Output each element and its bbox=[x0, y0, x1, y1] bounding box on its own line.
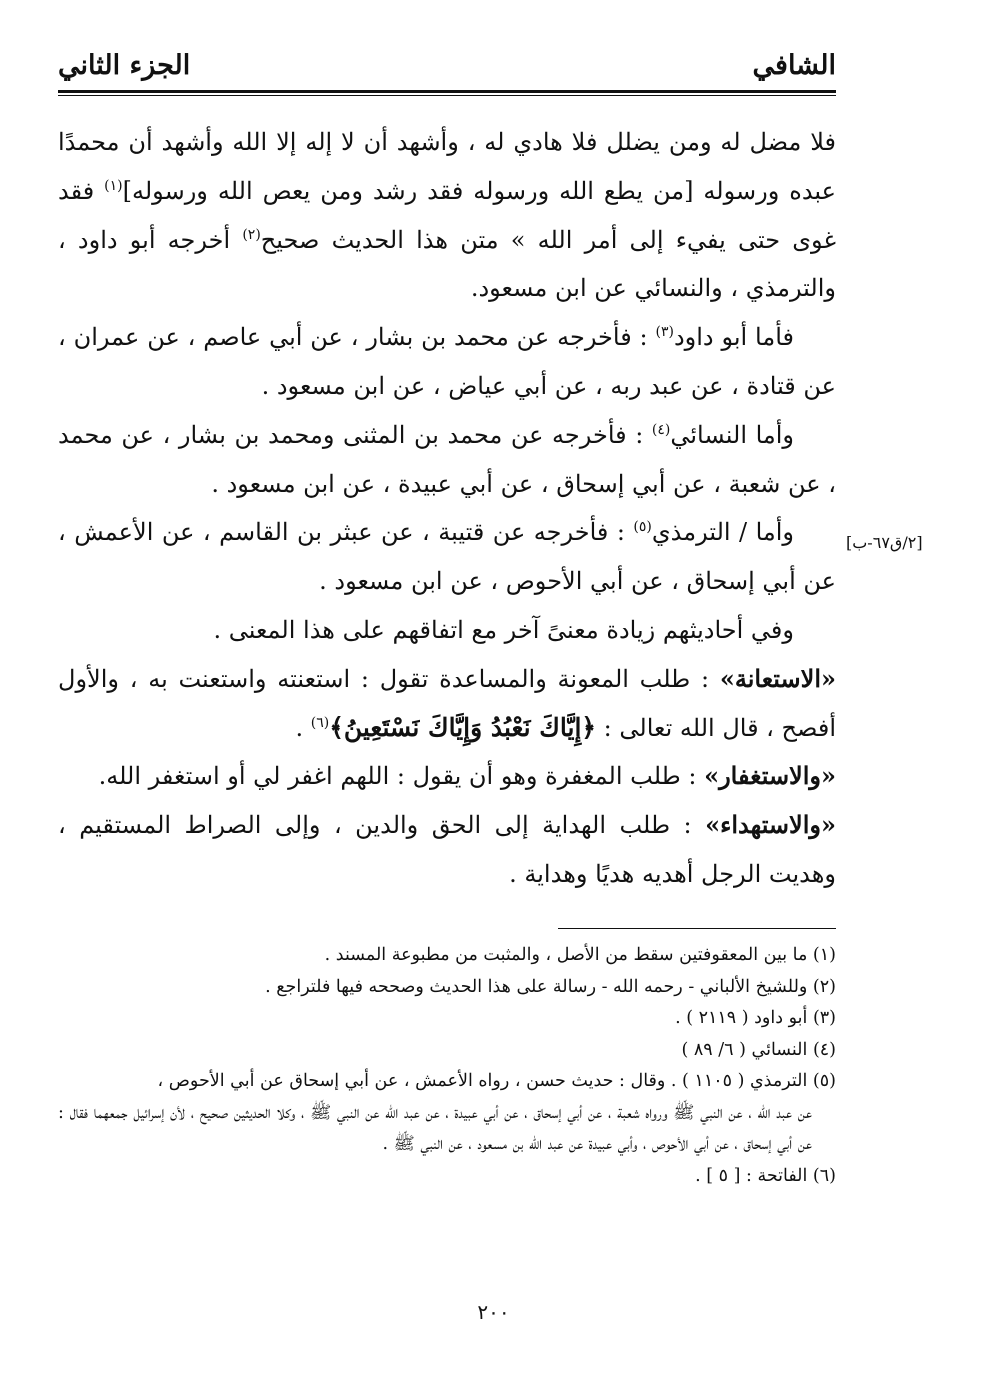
footnote-ref-5: (٥) bbox=[633, 519, 652, 536]
paragraph-7 bbox=[58, 752, 836, 801]
paragraph-5: وفي أحاديثهم زيادة معنىً آخر مع اتفاقهم على هذا المعنى . bbox=[213, 615, 794, 644]
paragraph-3-text-b: : فأخرجه عن محمد بن المثنى ومحمد بن بشار ، عن محمد ، عن شعبة ، عن أبي إسحاق ، عن أبي عبيدة ، عن ابن مسعود . bbox=[58, 420, 836, 498]
paragraph-4-text-b: : فأخرجه عن قتيبة ، عن عبثر بن القاسم ، عن الأعمش ، عن أبي إسحاق ، عن أبي الأحوص ، عن ابن مسعود . bbox=[58, 518, 836, 596]
footnote-ref-4: (٤) bbox=[651, 421, 671, 438]
paragraph-2-text-a: فأما أبو داود bbox=[673, 323, 794, 352]
term-istihda: «والاستهداء» bbox=[705, 810, 836, 840]
quran-verse: ﴿إِيَّاكَ نَعْبُدُ وَإِيَّاكَ نَسْتَعِينُ﴾ bbox=[329, 712, 597, 742]
header-rule-thick bbox=[58, 90, 836, 93]
paragraph-6-text-a: : طلب المعونة والمساعدة تقول : استعنته واستعنت به ، والأول أفصح ، قال الله تعالى : bbox=[58, 664, 836, 742]
footnote-ref-1: (١) bbox=[104, 177, 123, 194]
paragraph-4 bbox=[58, 508, 836, 606]
paragraph-1-text-a: فلا مضل له ومن يضلل فلا هادي له ، وأشهد أن لا إله إلا الله وأشهد أن محمدًا عبده ورسوله [من يطع الله ورسوله فقد رشد ومن يعص الله ورسوله] bbox=[58, 128, 836, 205]
paragraph-1-text-b: فقد غوى حتى يفيء إلى أمر الله » متن هذا الحديث صحيح bbox=[58, 176, 837, 254]
paragraph-1 bbox=[58, 118, 836, 313]
paragraph-7-text: : طلب المغفرة وهو أن يقول : اللهم اغفر لي أو استغفر الله. bbox=[98, 762, 705, 791]
footnote-3: (٣) أبو داود ( ٢١١٩ ) . bbox=[675, 1008, 836, 1028]
paragraph-2 bbox=[58, 313, 836, 411]
term-istighfar: «والاستغفار» bbox=[704, 761, 836, 791]
footnote-6: (٦) الفاتحة : [ ٥ ] . bbox=[695, 1165, 836, 1186]
paragraph-6-text-b: . bbox=[295, 713, 311, 742]
footnote-2: (٢) وللشيخ الألباني - رحمه الله - رسالة على هذا الحديث وصححه فيها فلتراجع . bbox=[265, 976, 836, 997]
footnote-4: (٤) النسائي ( ٦/ ٨٩ ) bbox=[681, 1039, 836, 1060]
paragraph-3-text-a: وأما النسائي bbox=[670, 420, 794, 449]
part-label: الجزء الثاني bbox=[58, 50, 191, 81]
running-header bbox=[58, 50, 836, 92]
paragraph-2-text-b: : فأخرجه عن محمد بن بشار ، عن أبي عاصم ، عن عمران ، عن قتادة ، عن عبد ربه ، عن أبي عياض ، عن ابن مسعود . bbox=[58, 323, 836, 400]
paragraph-8 bbox=[58, 801, 836, 899]
footnotes bbox=[58, 940, 836, 1192]
footnote-ref-3: (٣) bbox=[655, 324, 674, 341]
term-isti-ana: «الاستعانة» bbox=[719, 663, 836, 693]
page-number: ٢٠٠ bbox=[477, 1300, 510, 1324]
main-text bbox=[58, 118, 836, 899]
manuscript-folio-marker: [٢/ق٦٧-ب] bbox=[846, 533, 923, 552]
header-rule-thin bbox=[58, 95, 836, 96]
footnote-ref-2: (٢) bbox=[242, 226, 261, 243]
footnote-separator bbox=[558, 928, 836, 929]
paragraph-6 bbox=[58, 655, 836, 753]
footnote-5: (٥) الترمذي ( ١١٠٥ ) . وقال : حديث حسن ، رواه الأعمش ، عن أبي إسحاق عن أبي الأحوص ، bbox=[157, 1071, 836, 1091]
book-title: الشافي bbox=[752, 50, 836, 81]
paragraph-3 bbox=[58, 411, 836, 509]
paragraph-4-text-a: وأما / الترمذي bbox=[651, 518, 794, 547]
footnote-5-continuation: عن عبد الله ، عن النبي ﷺ ورواه شعبة ، عن أبي إسحاق ، عن أبي عبيدة ، عن عبد الله عن النبي ﷺ ، وكلا الحديثين صحيح ، لأن إسرائيل جمعهما فقال : عن أبي إسحاق ، عن أبي الأحوص ، وأبي عبيدة عن عبد الله بن مسعود ، عن النبي ﷺ . bbox=[58, 1102, 812, 1154]
paragraph-8-text: : طلب الهداية إلى الحق والدين ، وإلى الصراط المستقيم ، وهديت الرجل أهديه هديًا وهداية . bbox=[58, 811, 836, 888]
footnote-1: (١) ما بين المعقوفتين سقط من الأصل ، والمثبت من مطبوعة المسند . bbox=[324, 945, 836, 965]
footnote-ref-6: (٦) bbox=[310, 714, 330, 731]
paragraph-1-text-c: أخرجه أبو داود ، والترمذي ، والنسائي عن ابن مسعود. bbox=[58, 225, 836, 303]
